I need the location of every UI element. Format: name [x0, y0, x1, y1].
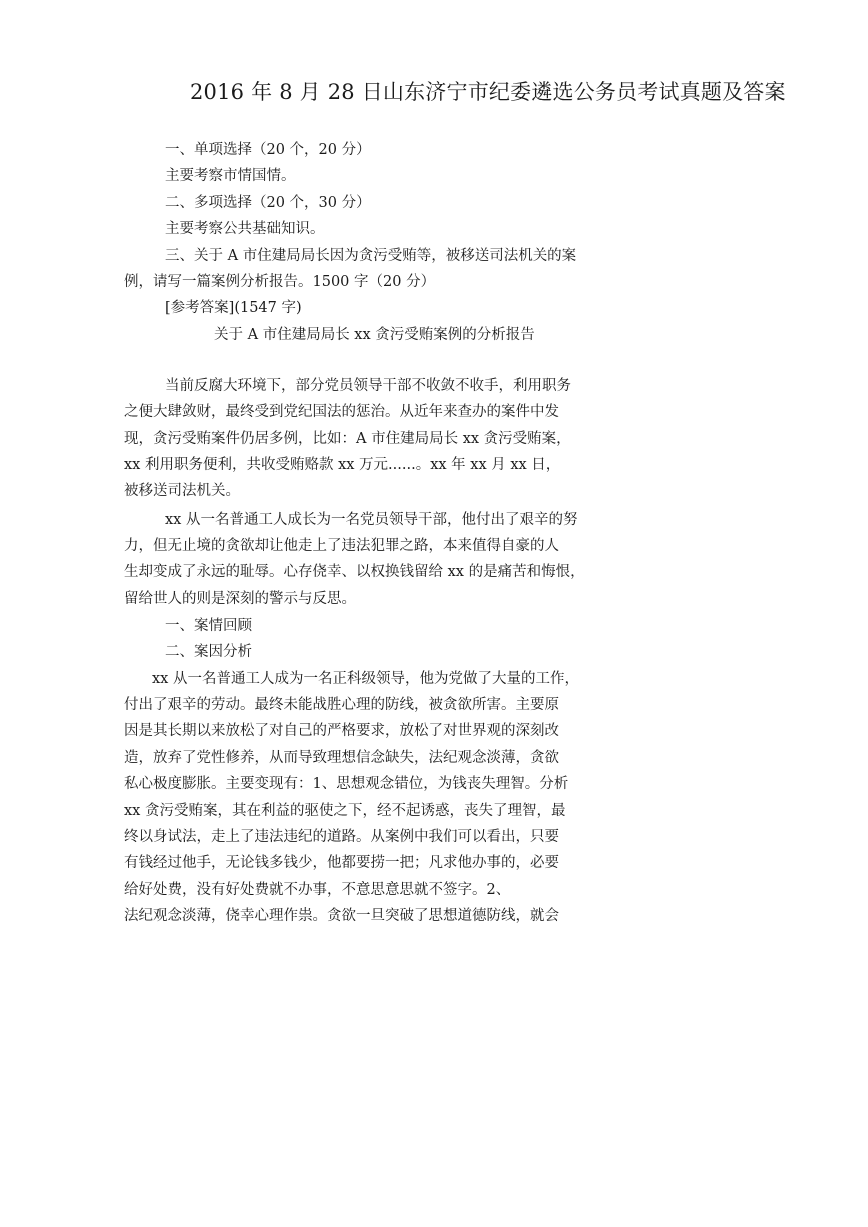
- text-line: 终以身试法，走上了违法违纪的道路。从案例中我们可以看出，只要: [124, 829, 559, 845]
- text-line: 私心极度膨胀。主要变现有：1、思想观念错位，为钱丧失理智。分析: [124, 776, 569, 792]
- text-line: xx 从一名普通工人成为一名正科级领导，他为党做了大量的工作，: [152, 671, 579, 687]
- text-line: 现，贪污受贿案件仍居多例，比如：A 市住建局局长 xx 贪污受贿案，: [124, 431, 571, 447]
- text-line: xx 利用职务便利，共收受贿赂款 xx 万元......。xx 年 xx 月 xx 日，: [124, 457, 561, 473]
- text-line: 例，请写一篇案例分析报告。1500 字（20 分）: [124, 274, 436, 290]
- reference-answer-label: [参考答案](1547 字): [165, 300, 302, 316]
- text-line: 主要考察公共基础知识。: [165, 221, 325, 237]
- section-multiple-choice: 二、多项选择（20 个，30 分）: [165, 195, 371, 211]
- section-single-choice: 一、单项选择（20 个，20 分）: [165, 142, 371, 158]
- text-line: 给好处费，没有好处费就不办事，不意思意思就不签字。2、: [124, 882, 511, 898]
- text-line: 主要考察市情国情。: [165, 168, 296, 184]
- document-title: 2016 年 8 月 28 日山东济宁市纪委遴选公务员考试真题及答案: [190, 80, 786, 104]
- text-line: 有钱经过他手，无论钱多钱少，他都要捞一把；凡求他办事的，必要: [124, 855, 559, 871]
- heading-case-review: 一、案情回顾: [165, 618, 252, 634]
- text-line: 付出了艰辛的劳动。最终未能战胜心理的防线，被贪欲所害。主要原: [124, 697, 559, 713]
- text-line: 造，放弃了党性修养，从而导致理想信念缺失，法纪观念淡薄，贪欲: [124, 750, 559, 766]
- report-title: 关于 A 市住建局局长 xx 贪污受贿案例的分析报告: [214, 327, 535, 343]
- text-line: 力，但无止境的贪欲却让他走上了违法犯罪之路，本来值得自豪的人: [124, 538, 559, 554]
- text-line: xx 从一名普通工人成长为一名党员领导干部，他付出了艰辛的努: [165, 512, 578, 528]
- text-line: 之便大肆敛财，最终受到党纪国法的惩治。从近年来查办的案件中发: [124, 404, 559, 420]
- text-line: 被移送司法机关。: [124, 483, 240, 499]
- text-line: xx 贪污受贿案，其在利益的驱使之下，经不起诱惑，丧失了理智，最: [124, 803, 566, 819]
- text-line: 因是其长期以来放松了对自己的严格要求，放松了对世界观的深刻改: [124, 723, 559, 739]
- section-case-analysis: 三、关于 A 市住建局局长因为贪污受贿等，被移送司法机关的案: [165, 248, 577, 264]
- text-line: 当前反腐大环境下，部分党员领导干部不收敛不收手，利用职务: [165, 378, 571, 394]
- text-line: 生却变成了永远的耻辱。心存侥幸、以权换钱留给 xx 的是痛苦和悔恨，: [124, 564, 585, 580]
- text-line: 留给世人的则是深刻的警示与反思。: [124, 591, 356, 607]
- text-line: 法纪观念淡薄，侥幸心理作祟。贪欲一旦突破了思想道德防线，就会: [124, 908, 559, 924]
- heading-cause-analysis: 二、案因分析: [165, 644, 252, 660]
